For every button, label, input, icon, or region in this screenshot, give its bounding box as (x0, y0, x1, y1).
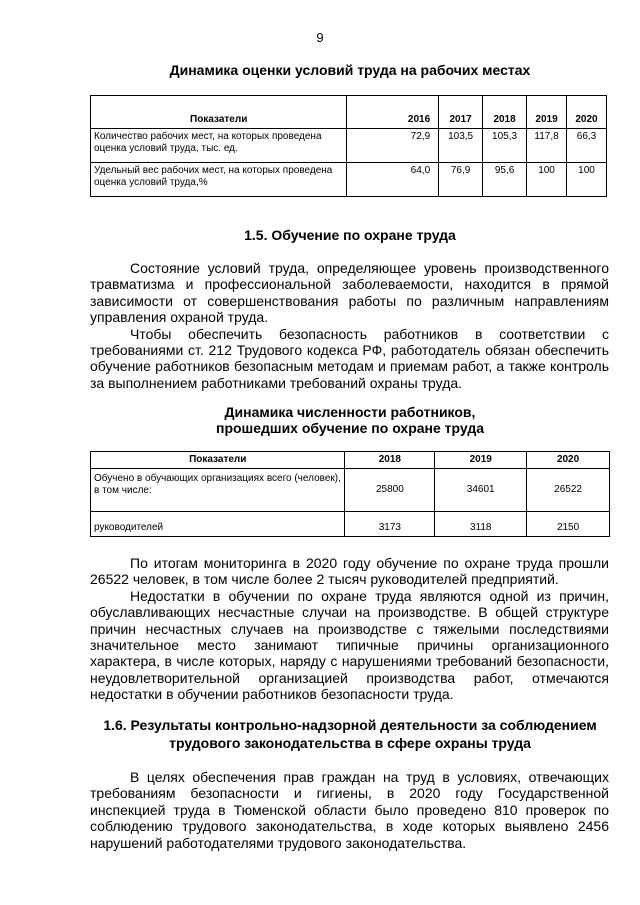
table-cell: 25800 (345, 469, 435, 512)
table-cell: 100 (567, 163, 607, 197)
column-header: 2020 (527, 452, 610, 469)
table-cell: 95,6 (483, 163, 527, 197)
paragraph: Недостатки в обучении по охране труда являются одной из причин, обуславливающих несчастные случаи на производстве. В общей структуре причин несчастных случаев на производстве с тяжелыми последствиями значительное место занимают типичные причины организационного характера, в числе которых, наряду с нарушениями требований безопасности, неудовлетворительной организацией производства работ, отмечаются недостатки в обучении работников безопасности труда. (90, 587, 609, 703)
section-1-6-heading-line: трудового законодательства в сфере охраны труда (169, 735, 531, 751)
table-cell: 100 (527, 163, 567, 197)
column-header: 2019 (435, 452, 527, 469)
table-cell: 2150 (527, 512, 610, 537)
column-header: 2019 (527, 96, 567, 129)
table2-title-line: Динамика численности работников, (224, 404, 476, 420)
page-number: 9 (316, 30, 324, 45)
column-header: 2016 (347, 96, 439, 129)
table-row (91, 512, 610, 537)
table-cell: 26522 (527, 469, 610, 512)
table2-title-line: прошедших обучение по охране труда (216, 420, 484, 436)
table-cell: 66,3 (567, 129, 607, 163)
row-label: Удельный вес рабочих мест, на которых проведена оценка условий труда,% (91, 163, 347, 197)
paragraph: По итогам мониторинга в 2020 году обучение по охране труда прошли 26522 человек, в том числе более 2 тысяч руководителей предприятий. (90, 555, 609, 588)
table-header-row (91, 452, 610, 469)
table-cell: 3118 (435, 512, 527, 537)
column-header: 2020 (567, 96, 607, 129)
table-cell: 34601 (435, 469, 527, 512)
row-label: руководителей (91, 512, 345, 537)
paragraph: В целях обеспечения прав граждан на труд в условиях, отвечающих требованиям безопасности и гигиены, в 2020 году Государственной инспекцией труда в Тюменской области было проведено 810 проверок по соблюдению трудового законодательства, в ходе которых выявлено 2456 нарушений работодателями трудового законодательства. (90, 769, 609, 851)
section-1-5-text (90, 260, 609, 391)
table-header-row (91, 96, 607, 129)
column-header: Показатели (91, 452, 345, 469)
row-label: Количество рабочих мест, на которых проведена оценка условий труда, тыс. ед. (91, 129, 347, 163)
table-row (91, 469, 610, 512)
table-cell: 72,9 (347, 129, 439, 163)
training-table (90, 451, 610, 537)
monitoring-text (90, 555, 609, 703)
section-1-5-heading: 1.5. Обучение по охране труда (244, 227, 456, 243)
column-header: 2018 (483, 96, 527, 129)
assessment-table (90, 95, 607, 197)
section-1-6-heading (90, 716, 610, 752)
section-1-6-text (90, 769, 609, 851)
table-cell: 3173 (345, 512, 435, 537)
paragraph: Чтобы обеспечить безопасность работников в соответствии с требованиями ст. 212 Трудового кодекса РФ, работодатель обязан обеспечить обучение работников безопасным методам и приемам работ, а также контроль за выполнением работниками требований охраны труда. (90, 325, 609, 391)
column-header: 2018 (345, 452, 435, 469)
column-header: 2017 (439, 96, 483, 129)
table1-title: Динамика оценки условий труда на рабочих местах (169, 62, 531, 78)
table-cell: 76,9 (439, 163, 483, 197)
table-cell: 105,3 (483, 129, 527, 163)
row-label: Обучено в обучающих организациях всего (человек), в том числе: (91, 469, 345, 512)
table-cell: 117,8 (527, 129, 567, 163)
column-header: Показатели (91, 96, 347, 129)
table-row (91, 129, 607, 163)
table-cell: 64,0 (347, 163, 439, 197)
paragraph: Состояние условий труда, определяющее уровень производственного травматизма и профессиональной заболеваемости, находится в прямой зависимости от совершенствования работы по различным направлениям управления охраной труда. (90, 260, 609, 326)
section-1-6-heading-line: 1.6. Результаты контрольно-надзорной деятельности за соблюдением (103, 717, 597, 733)
table-row (91, 163, 607, 197)
table-cell: 103,5 (439, 129, 483, 163)
table2-title (90, 404, 610, 436)
